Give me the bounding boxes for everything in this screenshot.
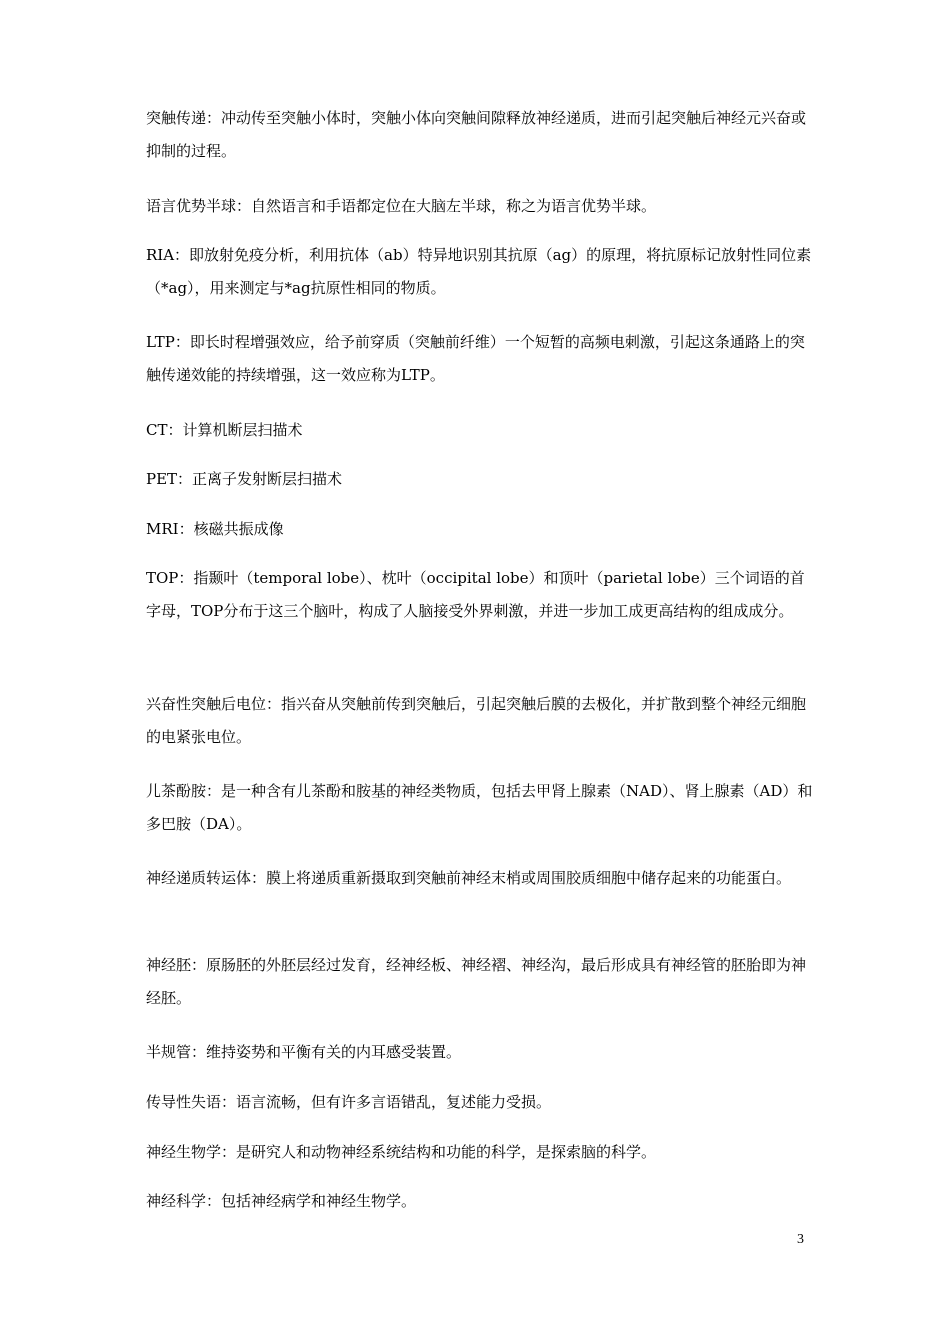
entry-synaptic-transmission: 突触传递：冲动传至突触小体时，突触小体向突触间隙释放神经递质，进而引起突触后神经元兴奋或抑制的过程。 bbox=[146, 109, 807, 160]
entry-neurotransmitter-transporter: 神经递质转运体：膜上将递质重新摄取到突触前神经末梢或周围胶质细胞中储存起来的功能蛋白。 bbox=[146, 869, 792, 887]
entry-neuroembryo: 神经胚：原肠胚的外胚层经过发育，经神经板、神经褶、神经沟，最后形成具有神经管的胚胎即为神经胚。 bbox=[146, 956, 807, 1007]
entry-semicircular-canal: 半规管：维持姿势和平衡有关的内耳感受装置。 bbox=[146, 1043, 462, 1061]
entry-top: TOP：指颞叶（temporal lobe）、枕叶（occipital lobe）和顶叶（parietal lobe）三个词语的首字母，TOP分布于这三个脑叶，构成了人脑接受外界刺激，并进一步加工成更高结构的组成成分。 bbox=[146, 569, 805, 620]
page-number: 3 bbox=[797, 1232, 804, 1247]
entry-epsp: 兴奋性突触后电位：指兴奋从突触前传到突触后，引起突触后膜的去极化，并扩散到整个神经元细胞的电紧张电位。 bbox=[146, 695, 807, 746]
entry-neurobiology: 神经生物学：是研究人和动物神经系统结构和功能的科学，是探索脑的科学。 bbox=[146, 1143, 657, 1161]
entry-pet: PET：正离子发射断层扫描术 bbox=[146, 470, 343, 488]
entry-ct: CT：计算机断层扫描术 bbox=[146, 421, 303, 439]
entry-neuroscience: 神经科学：包括神经病学和神经生物学。 bbox=[146, 1192, 417, 1210]
entry-language-dominant-hemisphere: 语言优势半球：自然语言和手语都定位在大脑左半球，称之为语言优势半球。 bbox=[146, 197, 657, 215]
entry-ria: RIA：即放射免疫分析，利用抗体（ab）特异地识别其抗原（ag）的原理，将抗原标记放射性同位素（*ag），用来测定与*ag抗原性相同的物质。 bbox=[146, 246, 812, 297]
entry-catecholamine: 儿茶酚胺：是一种含有儿茶酚和胺基的神经类物质，包括去甲肾上腺素（NAD）、肾上腺素（AD）和多巴胺（DA）。 bbox=[146, 782, 813, 833]
entry-conduction-aphasia: 传导性失语：语言流畅，但有许多言语错乱，复述能力受损。 bbox=[146, 1093, 552, 1111]
entry-mri: MRI：核磁共振成像 bbox=[146, 520, 284, 538]
entry-ltp: LTP：即长时程增强效应，给予前穿质（突触前纤维）一个短暂的高频电刺激，引起这条通路上的突触传递效能的持续增强，这一效应称为LTP。 bbox=[146, 333, 805, 384]
